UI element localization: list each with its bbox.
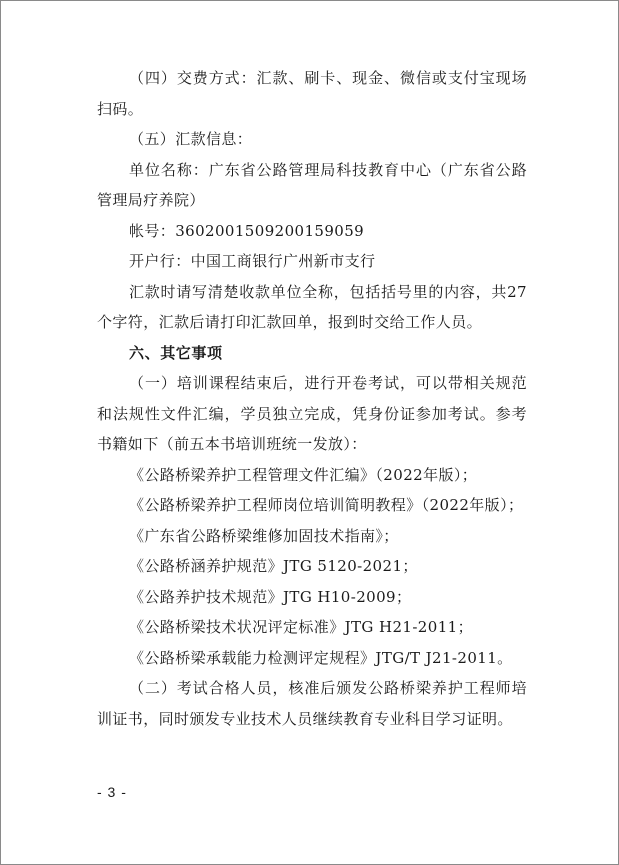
reference-book-item: 《公路桥涵养护规范》JTG 5120-2021； [129,557,418,575]
section-heading-other-matters: 六、其它事项 [129,343,223,362]
reference-book-item: 《公路桥梁养护工程管理文件汇编》（2022年版）； [129,465,478,484]
reference-book-item: 《公路桥梁养护工程师岗位培训简明教程》（2022年版）； [129,496,524,514]
remittance-note-paragraph: 汇款时请写清楚收款单位全称，包括括号里的内容，共27个字符，汇款后请打印汇款回单，报到时交给工作人员。 [97,282,527,331]
bank-branch-paragraph: 开户行：中国工商银行广州新市支行 [129,252,376,270]
reference-book-item: 《公路桥梁承载能力检测评定规程》JTG/T J21-2011。 [129,648,513,667]
exam-info-paragraph: （一）培训课程结束后，进行开卷考试，可以带相关规范和法规性文件汇编，学员独立完成，凭身份证参加考试。参考书籍如下（前五本书培训班统一发放）： [97,374,527,453]
payee-name-paragraph: 单位名称：广东省公路管理局科技教育中心（广东省公路管理局疗养院） [97,160,527,209]
reference-book-item: 《公路养护技术规范》JTG H10-2009； [129,587,412,606]
reference-book-item: 《广东省公路桥梁维修加固技术指南》； [129,526,399,545]
certificate-paragraph: （二）考试合格人员，核准后颁发公路桥梁养护工程师培训证书，同时颁发专业技术人员继续教育专业科目学习证明。 [97,679,527,728]
document-body [97,63,527,734]
reference-book-item: 《公路桥梁技术状况评定标准》JTG H21-2011； [129,618,473,636]
page-number: - 3 - [97,784,127,800]
payment-method-paragraph: （四）交费方式：汇款、刷卡、现金、微信或支付宝现场扫码。 [97,69,527,118]
account-number-paragraph: 帐号：3602001509200159059 [129,221,365,240]
remittance-info-heading: （五）汇款信息： [129,130,253,148]
